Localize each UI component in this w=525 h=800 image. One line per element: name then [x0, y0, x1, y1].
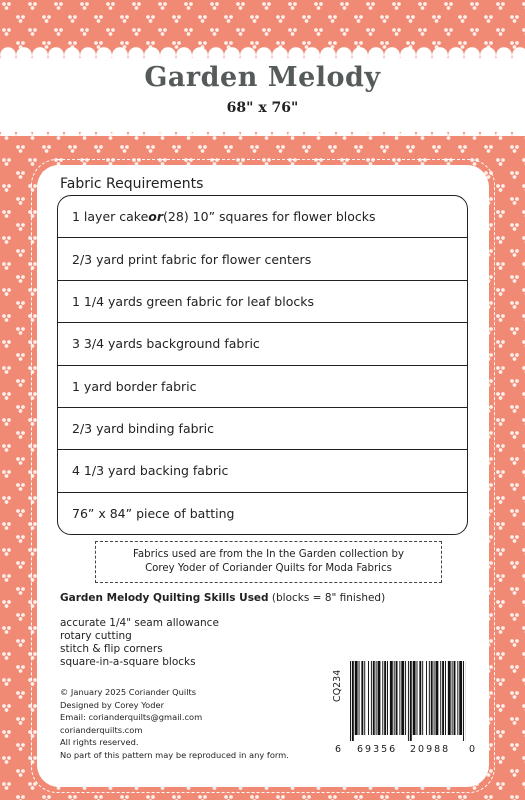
barcode-bar — [426, 661, 427, 735]
barcode — [350, 661, 466, 741]
note-line: Fabrics used are from the In the Garden collection by — [133, 549, 404, 560]
title-band-scallop-bottom — [0, 124, 525, 136]
credit-line: © January 2025 Coriander Quilts — [60, 687, 197, 697]
barcode-digit-first: 6 — [335, 744, 342, 755]
barcode-bar — [390, 661, 393, 735]
barcode-bar — [382, 661, 383, 735]
fabric-requirements-title: Fabric Requirements — [60, 176, 204, 192]
barcode-bar — [350, 661, 351, 741]
barcode-bar — [394, 661, 395, 735]
credit-line: No part of this pattern may be reproduced in any form. — [60, 749, 289, 760]
barcode-bar — [419, 661, 421, 735]
skill-item: stitch & flip corners — [60, 643, 163, 655]
barcode-bar — [361, 661, 363, 735]
barcode-digits-right: 20988 — [410, 744, 451, 755]
barcode-bar — [371, 661, 372, 735]
barcode-bar — [463, 661, 464, 741]
skills-list — [60, 617, 219, 669]
credit-line: Designed by Corey Yoder — [60, 699, 165, 710]
fabric-requirements-table — [57, 195, 468, 535]
barcode-bar — [452, 661, 453, 735]
credit-line: corianderquilts.com — [60, 724, 143, 735]
barcode-bar — [368, 661, 369, 735]
barcode-bar — [434, 661, 435, 735]
barcode-digit-last: 0 — [469, 744, 476, 755]
note-line: Corey Yoder of Coriander Quilts for Moda Fabrics — [145, 563, 392, 574]
barcode-bar — [387, 661, 388, 735]
barcode-bar — [378, 661, 381, 735]
quilt-size: 68" x 76" — [226, 100, 299, 116]
skills-heading: Garden Melody Quilting Skills Used (blocks = 8" finished) — [60, 592, 386, 604]
barcode-bar — [442, 661, 444, 735]
requirement-row: 4 1/3 yard backing fabric — [58, 450, 467, 492]
barcode-bar — [373, 661, 375, 735]
barcode-bar — [417, 661, 418, 735]
credit-line: Email: corianderquilts@gmail.com — [60, 712, 203, 723]
requirement-row: 3 3/4 yards background fabric — [58, 323, 467, 365]
barcode-bar — [396, 661, 398, 735]
barcode-digits-left: 69356 — [357, 744, 398, 755]
sku-label — [332, 688, 343, 702]
requirement-row: 76” x 84” piece of batting — [72, 505, 235, 521]
barcode-bar — [440, 661, 441, 735]
barcode-bar — [445, 661, 446, 735]
barcode-bar — [405, 661, 406, 735]
barcode-bar — [399, 661, 400, 735]
barcode-bar — [401, 661, 404, 735]
barcode-bar — [429, 661, 430, 735]
requirement-row: 2/3 yard print fabric for flower centers — [58, 238, 467, 280]
skill-item: square-in-a-square blocks — [60, 656, 196, 668]
skill-item: accurate 1/4" seam allowance — [60, 617, 219, 629]
barcode-bar — [454, 661, 456, 735]
barcode-bar — [459, 661, 462, 735]
credit-line: All rights reserved. — [60, 737, 139, 748]
barcode-bar — [410, 661, 412, 741]
requirement-row: 1 yard border fabric — [58, 366, 467, 408]
barcode-bar — [408, 661, 409, 741]
requirement-row: 2/3 yard binding fabric — [58, 408, 467, 450]
fabric-collection-note — [95, 541, 442, 583]
barcode-bar — [436, 661, 439, 735]
barcode-bar — [431, 661, 433, 735]
credits — [60, 686, 289, 762]
barcode-bar — [457, 661, 458, 735]
barcode-bar — [364, 661, 365, 735]
pattern-title: Garden Melody — [144, 62, 381, 93]
barcode-bar — [355, 661, 358, 735]
barcode-bar — [352, 661, 354, 741]
barcode-bar — [359, 661, 360, 735]
barcode-bar — [376, 661, 377, 735]
barcode-bar — [384, 661, 386, 735]
requirement-row: 1 layer cake or (28) 10” squares for flower blocks — [58, 196, 467, 238]
barcode-bar — [413, 661, 416, 735]
requirement-row: 1 1/4 yards green fabric for leaf blocks — [58, 281, 467, 323]
skill-item: rotary cutting — [60, 630, 132, 642]
barcode-bar — [448, 661, 451, 735]
barcode-bar — [422, 661, 423, 735]
